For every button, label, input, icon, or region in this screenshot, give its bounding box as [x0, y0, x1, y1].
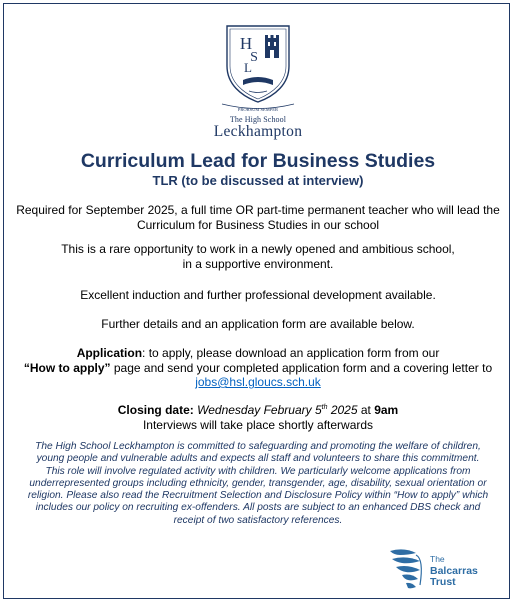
book-icon [243, 77, 273, 85]
interviews-note: Interviews will take place shortly afterwards [142, 417, 374, 432]
closing-at: at [357, 403, 375, 417]
closing-label: Closing date: [117, 403, 194, 417]
motto-ribbon [218, 100, 298, 114]
application-line-1: : to apply, please download an application form from our [142, 346, 440, 360]
school-logo [0, 22, 516, 141]
svg-text:PRORSUM SEMPER: PRORSUM SEMPER [237, 107, 279, 112]
closing-date: Wednesday February 5th 2025 [193, 403, 358, 417]
induction-paragraph: Excellent induction and further professional development available. [80, 288, 436, 302]
opportunity-paragraph [12, 242, 504, 271]
balcarras-trust-logo [386, 545, 496, 593]
statement-line: underrepresented groups including ethnicity, gender, transgender, age, disability, sexual orientation or [29, 477, 487, 489]
trust-the: The [430, 554, 445, 564]
intro-paragraph [12, 203, 504, 232]
trust-name-2: Trust [430, 576, 456, 588]
intro-line-1: Required for September 2025, a full time OR part-time permanent teacher who will lead the [16, 203, 500, 217]
intro-line-2: Curriculum for Business Studies in our school [136, 217, 380, 232]
school-name: Leckhampton [213, 123, 303, 140]
opportunity-line-1: This is a rare opportunity to work in a newly opened and ambitious school, [61, 242, 455, 256]
email-link[interactable]: jobs@hsl.gloucs.sch.uk [195, 375, 321, 389]
application-paragraph [12, 346, 504, 390]
statement-line: young people and vulnerable adults and expects all staff and volunteers to share this commitment. [36, 453, 480, 465]
job-title: Curriculum Lead for Business Studies [80, 150, 436, 172]
trust-name [430, 554, 478, 589]
application-line-2: page and send your completed application form and a covering letter to [110, 360, 493, 375]
opportunity-line-2: in a supportive environment. [182, 256, 334, 271]
statement-line: This role will involve regulated activity with children. We particularly welcome applications from [45, 465, 471, 477]
statement-line: The High School Leckhampton is committed to safeguarding and promoting the welfare of children, [35, 441, 481, 452]
crest-letter-l: L [244, 60, 252, 75]
details-paragraph: Further details and an application form are available below. [101, 317, 415, 331]
how-to-apply-link-text: “How to apply” [23, 360, 111, 375]
trust-emblem-icon [386, 545, 428, 593]
school-name-small: The High School [229, 115, 287, 124]
statement-line: includes our policy on recruiting ex-offenders. All posts are subject to an enhanced DBS check and [35, 502, 481, 514]
statement-line: religion. Please also read the Recruitment Selection and Disclosure Policy within “How to apply” which [27, 490, 489, 502]
application-label: Application [76, 346, 143, 360]
crest-letter-h: H [239, 34, 253, 53]
safeguarding-statement [14, 441, 502, 527]
closing-paragraph [12, 401, 504, 432]
trust-name-1: Balcarras [430, 564, 478, 577]
crest-letter-s: S [250, 50, 258, 65]
closing-time: 9am [374, 403, 399, 417]
job-subtitle: TLR (to be discussed at interview) [152, 173, 364, 188]
crest-icon [221, 22, 295, 106]
statement-line: receipt of two satisfactory references. [173, 514, 343, 526]
